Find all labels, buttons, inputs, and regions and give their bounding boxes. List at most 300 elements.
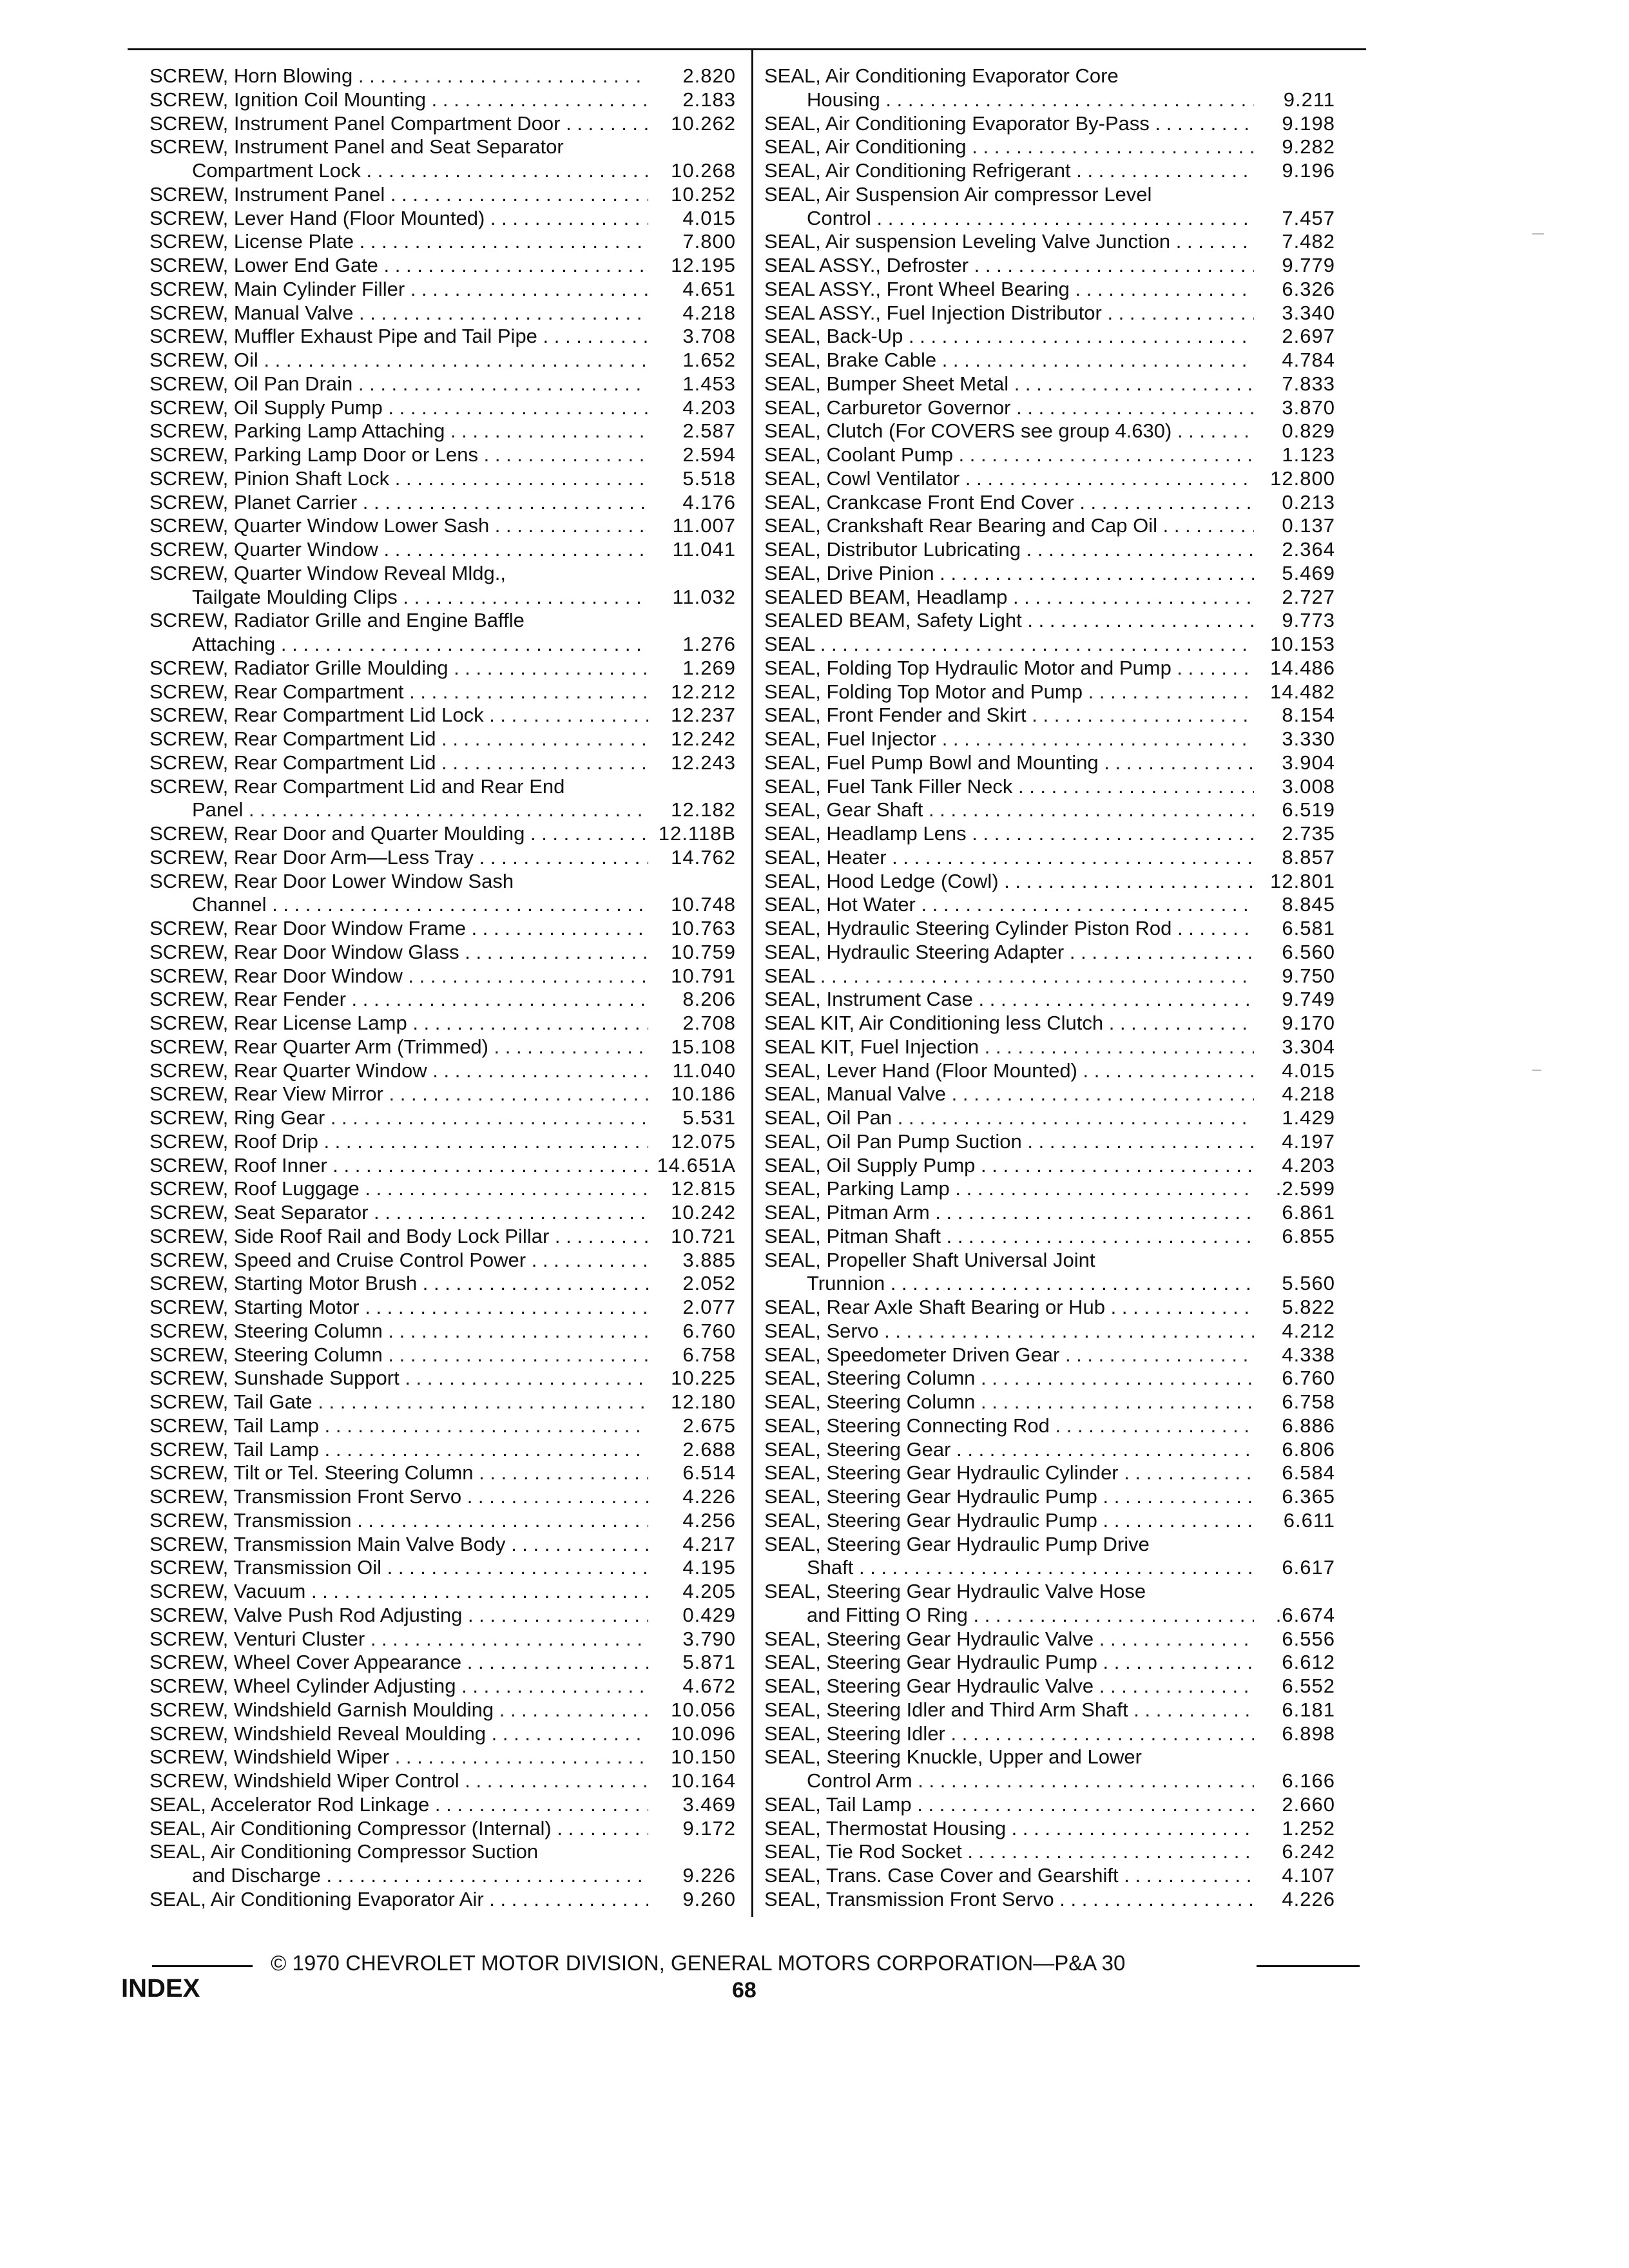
entry-name: SEAL, Steering Idler and Third Arm Shaft . . . xyxy=(764,1698,1254,1722)
entry-name: SCREW, Radiator Grille and Engine Baffle xyxy=(149,609,525,632)
entry-reference-number: .6.674 xyxy=(1275,1603,1335,1626)
entry-reference-number: 0.137 xyxy=(1282,514,1335,537)
entry-reference-number: 1.652 xyxy=(682,349,736,371)
index-entry xyxy=(764,1154,1335,1178)
index-entry xyxy=(764,917,1335,941)
entry-name: SCREW, Ignition Coil Mounting . . . xyxy=(149,88,648,112)
entry-name: SEAL, Oil Supply Pump . . . xyxy=(764,1154,1254,1178)
entry-name: SCREW, Rear Quarter Arm (Trimmed) . . . xyxy=(149,1035,648,1059)
entry-reference-number: 10.791 xyxy=(671,964,736,987)
entry-name: SCREW, Seat Separator . . . xyxy=(149,1201,648,1225)
index-entry xyxy=(149,349,736,372)
entry-name: SEAL, Servo . . . xyxy=(764,1320,1254,1343)
entry-name: SEAL, Steering Gear Hydraulic Cylinder . . . xyxy=(764,1461,1254,1485)
index-entry xyxy=(764,1296,1335,1320)
index-entry xyxy=(149,88,736,112)
entry-name: SEAL, Tie Rod Socket . . . xyxy=(764,1840,1254,1864)
index-entry xyxy=(149,609,736,633)
entry-name: SEAL, Cowl Ventilator . . . xyxy=(764,467,1254,491)
index-entry xyxy=(149,917,736,941)
entry-reference-number: 4.784 xyxy=(1282,349,1335,371)
entry-reference-number: 12.815 xyxy=(671,1177,736,1200)
entry-reference-number: 10.763 xyxy=(671,917,736,939)
entry-name: SCREW, Rear Door Window . . . xyxy=(149,965,648,988)
entry-name: SEAL ASSY., Fuel Injection Distributor . . . xyxy=(764,302,1254,325)
entry-reference-number: 9.779 xyxy=(1282,254,1335,276)
index-entry xyxy=(149,798,736,822)
entry-name: SCREW, Manual Valve . . . xyxy=(149,302,648,325)
entry-reference-number: 6.326 xyxy=(1282,277,1335,300)
entry-reference-number: 2.183 xyxy=(682,88,736,111)
entry-reference-number: 6.514 xyxy=(682,1461,736,1485)
entry-name: SEAL, Air Conditioning Compressor Suction xyxy=(149,1840,539,1863)
index-entry xyxy=(149,419,736,443)
entry-reference-number: 12.800 xyxy=(1270,466,1335,490)
index-entry xyxy=(149,1249,736,1273)
entry-name: SEAL, Coolant Pump . . . xyxy=(764,443,1254,467)
index-entry xyxy=(149,941,736,965)
entry-reference-number: 9.211 xyxy=(1283,88,1335,111)
entry-reference-number: 10.268 xyxy=(671,159,736,182)
entry-reference-number: 6.581 xyxy=(1282,917,1335,939)
entry-reference-number: 6.611 xyxy=(1283,1508,1335,1532)
entry-name: SEAL . . . xyxy=(764,633,1254,657)
index-entry xyxy=(149,1864,736,1888)
entry-name: SEAL, Trans. Case Cover and Gearshift . . . xyxy=(764,1864,1254,1888)
entry-name: SCREW, License Plate . . . xyxy=(149,230,648,254)
index-entry xyxy=(764,1343,1335,1367)
entry-reference-number: 12.075 xyxy=(671,1129,736,1153)
entry-reference-number: 2.727 xyxy=(1282,585,1335,608)
entry-name: SCREW, Windshield Garnish Moulding . . . xyxy=(149,1698,648,1722)
index-entry xyxy=(764,1769,1335,1793)
index-entry xyxy=(149,183,736,207)
index-entry xyxy=(764,1722,1335,1746)
index-entry xyxy=(149,1296,736,1320)
index-entry xyxy=(764,538,1335,562)
index-entry xyxy=(764,88,1335,112)
entry-name: SEAL, Steering Gear Hydraulic Pump . . . xyxy=(764,1651,1254,1675)
entry-name: SEAL, Steering Gear Hydraulic Pump . . . xyxy=(764,1509,1254,1533)
entry-name: SEAL ASSY., Defroster . . . xyxy=(764,254,1254,278)
entry-reference-number: 5.518 xyxy=(682,466,736,490)
index-entry xyxy=(764,372,1335,396)
entry-reference-number: 4.195 xyxy=(682,1556,736,1579)
entry-name: SEAL . . . xyxy=(764,965,1254,988)
entry-name: SCREW, Rear Door and Quarter Moulding . . . xyxy=(149,822,648,846)
index-entry xyxy=(149,822,736,846)
index-entry xyxy=(149,1177,736,1201)
index-entry xyxy=(149,1698,736,1722)
entry-reference-number: 6.806 xyxy=(1282,1437,1335,1461)
index-entry xyxy=(149,751,736,775)
entry-name: and Fitting O Ring . . . xyxy=(764,1604,1254,1628)
entry-name: SEAL, Steering Gear Hydraulic Valve Hose xyxy=(764,1580,1146,1602)
index-entry xyxy=(764,1675,1335,1698)
right-column xyxy=(764,64,1335,1912)
entry-reference-number: 4.205 xyxy=(682,1580,736,1602)
index-entry xyxy=(149,870,736,894)
entry-reference-number: 1.429 xyxy=(1282,1106,1335,1129)
index-entry xyxy=(764,1888,1335,1912)
entry-name: SCREW, Transmission Front Servo . . . xyxy=(149,1485,648,1509)
entry-name: Channel . . . xyxy=(149,893,648,917)
entry-name: SCREW, Rear Compartment Lid Lock . . . xyxy=(149,704,648,727)
index-entry xyxy=(149,1556,736,1580)
entry-name: SEAL, Clutch (For COVERS see group 4.630) . . . xyxy=(764,419,1254,443)
index-entry xyxy=(149,846,736,870)
entry-name: SEAL, Air Conditioning . . . xyxy=(764,135,1254,159)
entry-reference-number: 4.107 xyxy=(1282,1864,1335,1887)
entry-name: SEAL KIT, Air Conditioning less Clutch . . . xyxy=(764,1012,1254,1035)
index-entry xyxy=(149,278,736,302)
index-entry xyxy=(149,325,736,349)
index-entry xyxy=(149,302,736,325)
entry-reference-number: 3.904 xyxy=(1282,751,1335,774)
entry-name: SCREW, Vacuum . . . xyxy=(149,1580,648,1604)
index-entry xyxy=(764,1225,1335,1249)
index-entry xyxy=(764,325,1335,349)
entry-name: SEAL, Air Conditioning Refrigerant . . . xyxy=(764,159,1254,183)
entry-reference-number: 10.721 xyxy=(671,1224,736,1247)
index-entry xyxy=(764,870,1335,894)
entry-reference-number: 3.340 xyxy=(1282,301,1335,324)
entry-name: SCREW, Instrument Panel . . . xyxy=(149,183,648,207)
entry-reference-number: 12.801 xyxy=(1270,869,1335,892)
entry-reference-number: 0.429 xyxy=(682,1603,736,1626)
entry-name: SEALED BEAM, Safety Light . . . xyxy=(764,609,1254,633)
entry-name: SCREW, Transmission . . . xyxy=(149,1509,648,1533)
entry-reference-number: 12.182 xyxy=(671,798,736,822)
entry-reference-number: 12.118B xyxy=(658,822,736,845)
entry-name: SEAL, Tail Lamp . . . xyxy=(764,1793,1254,1817)
entry-reference-number: 7.800 xyxy=(682,230,736,253)
index-entry xyxy=(149,1367,736,1390)
index-entry xyxy=(149,538,736,562)
entry-name: SEAL, Thermostat Housing . . . xyxy=(764,1817,1254,1841)
entry-name: SEAL ASSY., Front Wheel Bearing . . . xyxy=(764,278,1254,302)
index-entry xyxy=(149,1059,736,1083)
index-entry xyxy=(764,1580,1335,1604)
entry-name: SEAL, Hydraulic Steering Adapter . . . xyxy=(764,941,1254,965)
index-entry xyxy=(764,775,1335,799)
index-entry xyxy=(764,419,1335,443)
index-entry xyxy=(149,254,736,278)
entry-reference-number: 3.469 xyxy=(682,1792,736,1816)
index-entry xyxy=(764,443,1335,467)
entry-name: SEAL, Front Fender and Skirt . . . xyxy=(764,704,1254,727)
index-entry xyxy=(764,1745,1335,1769)
entry-reference-number: 4.226 xyxy=(1282,1887,1335,1910)
index-entry xyxy=(764,846,1335,870)
entry-name: SEAL, Manual Valve . . . xyxy=(764,1082,1254,1106)
index-entry xyxy=(149,1035,736,1059)
index-entry xyxy=(149,1604,736,1628)
index-entry xyxy=(149,1438,736,1462)
index-entry xyxy=(764,562,1335,586)
index-entry xyxy=(149,1225,736,1249)
entry-reference-number: 1.269 xyxy=(682,656,736,679)
index-entry xyxy=(149,1888,736,1912)
entry-reference-number: 12.237 xyxy=(671,704,736,727)
entry-reference-number: 5.469 xyxy=(1282,561,1335,584)
index-entry xyxy=(149,1509,736,1533)
index-entry xyxy=(764,1320,1335,1343)
entry-name: SEAL, Steering Gear Hydraulic Valve . . . xyxy=(764,1675,1254,1698)
entry-name: SEAL, Steering Gear Hydraulic Pump . . . xyxy=(764,1485,1254,1509)
entry-reference-number: 2.660 xyxy=(1282,1792,1335,1816)
entry-reference-number: 4.218 xyxy=(1282,1082,1335,1106)
entry-name: SCREW, Speed and Cruise Control Power . . . xyxy=(149,1249,648,1273)
index-entry xyxy=(149,1201,736,1225)
entry-name: SEAL, Folding Top Hydraulic Motor and Pump . . . xyxy=(764,657,1254,680)
entry-name: SEAL, Bumper Sheet Metal . . . xyxy=(764,372,1254,396)
entry-reference-number: 10.056 xyxy=(671,1698,736,1721)
entry-reference-number: 14.486 xyxy=(1270,656,1335,679)
entry-reference-number: 3.870 xyxy=(1282,396,1335,419)
entry-reference-number: 6.519 xyxy=(1282,798,1335,822)
index-entry xyxy=(149,1769,736,1793)
index-entry xyxy=(149,207,736,231)
entry-reference-number: 2.594 xyxy=(682,443,736,466)
entry-reference-number: 4.197 xyxy=(1282,1129,1335,1153)
entry-reference-number: 4.212 xyxy=(1282,1319,1335,1342)
entry-name: SCREW, Starting Motor Brush . . . xyxy=(149,1272,648,1296)
index-entry xyxy=(764,514,1335,538)
index-entry xyxy=(149,1012,736,1035)
entry-name: SEALED BEAM, Headlamp . . . xyxy=(764,586,1254,610)
index-entry xyxy=(149,1651,736,1675)
footer-rule-left xyxy=(152,1965,253,1967)
entry-reference-number: 12.243 xyxy=(671,751,736,774)
entry-name: SCREW, Starting Motor . . . xyxy=(149,1296,648,1320)
entry-reference-number: 4.256 xyxy=(682,1508,736,1532)
top-rule xyxy=(128,48,1366,50)
entry-name: SCREW, Quarter Window Lower Sash . . . xyxy=(149,514,648,538)
entry-reference-number: 4.203 xyxy=(1282,1153,1335,1177)
index-entry xyxy=(149,1840,736,1864)
entry-name: SCREW, Venturi Cluster . . . xyxy=(149,1628,648,1651)
index-entry xyxy=(149,586,736,610)
entry-name: Attaching . . . xyxy=(149,633,648,657)
index-entry xyxy=(764,1509,1335,1533)
entry-name: SCREW, Sunshade Support . . . xyxy=(149,1367,648,1390)
entry-reference-number: 7.457 xyxy=(1282,206,1335,229)
entry-reference-number: 4.672 xyxy=(682,1675,736,1697)
entry-name: SCREW, Parking Lamp Attaching . . . xyxy=(149,419,648,443)
entry-reference-number: .2.599 xyxy=(1275,1177,1335,1200)
entry-name: SCREW, Instrument Panel Compartment Door . . . xyxy=(149,112,648,136)
entry-reference-number: 4.338 xyxy=(1282,1343,1335,1366)
entry-name: SCREW, Rear Door Window Glass . . . xyxy=(149,941,648,965)
entry-reference-number: 15.108 xyxy=(671,1035,736,1058)
entry-reference-number: 9.750 xyxy=(1282,964,1335,987)
index-entry xyxy=(764,1604,1335,1628)
entry-reference-number: 2.820 xyxy=(682,64,736,87)
index-entry xyxy=(149,1390,736,1414)
index-entry xyxy=(149,1461,736,1485)
entry-reference-number: 5.560 xyxy=(1282,1272,1335,1295)
index-entry xyxy=(149,657,736,680)
index-entry xyxy=(764,1698,1335,1722)
index-entry xyxy=(149,1414,736,1438)
entry-reference-number: 5.871 xyxy=(682,1651,736,1674)
entry-name: SEAL, Steering Connecting Rod . . . xyxy=(764,1414,1254,1438)
entry-reference-number: 8.857 xyxy=(1282,845,1335,869)
entry-reference-number: 10.164 xyxy=(671,1769,736,1792)
entry-reference-number: 2.708 xyxy=(682,1012,736,1034)
index-entry xyxy=(764,491,1335,515)
index-entry xyxy=(149,112,736,136)
index-entry xyxy=(764,1012,1335,1035)
entry-reference-number: 6.886 xyxy=(1282,1414,1335,1437)
entry-name: Panel . . . xyxy=(149,798,648,822)
entry-reference-number: 12.212 xyxy=(671,680,736,703)
entry-name: SCREW, Quarter Window Reveal Mldg., xyxy=(149,561,506,584)
entry-name: SEAL, Air Conditioning Evaporator Core xyxy=(764,64,1119,87)
entry-name: Control Arm . . . xyxy=(764,1769,1254,1793)
entry-reference-number: 10.150 xyxy=(671,1745,736,1769)
index-entry xyxy=(149,727,736,751)
index-entry xyxy=(764,467,1335,491)
entry-name: Control . . . xyxy=(764,207,1254,231)
entry-reference-number: 10.748 xyxy=(671,893,736,916)
entry-reference-number: 2.364 xyxy=(1282,538,1335,561)
entry-name: SCREW, Valve Push Rod Adjusting . . . xyxy=(149,1604,648,1628)
index-entry xyxy=(149,514,736,538)
index-entry xyxy=(149,775,736,799)
entry-name: SEAL, Pitman Shaft . . . xyxy=(764,1225,1254,1249)
page-number: 68 xyxy=(732,1978,757,2003)
entry-reference-number: 14.651A xyxy=(657,1153,736,1177)
entry-reference-number: 7.833 xyxy=(1282,372,1335,395)
entry-name: SEAL KIT, Fuel Injection . . . xyxy=(764,1035,1254,1059)
entry-reference-number: 4.218 xyxy=(682,301,736,324)
entry-name: SCREW, Main Cylinder Filler . . . xyxy=(149,278,648,302)
index-entry xyxy=(149,230,736,254)
index-entry xyxy=(764,159,1335,183)
entry-name: SCREW, Rear Compartment Lid . . . xyxy=(149,751,648,775)
entry-name: SEAL, Air Suspension Air compressor Level xyxy=(764,182,1152,206)
entry-name: SEAL, Fuel Pump Bowl and Mounting . . . xyxy=(764,751,1254,775)
entry-name: SCREW, Planet Carrier . . . xyxy=(149,491,648,515)
entry-name: SEAL, Oil Pan Pump Suction . . . xyxy=(764,1130,1254,1154)
index-entry xyxy=(149,893,736,917)
index-entry xyxy=(149,372,736,396)
entry-name: SEAL, Folding Top Motor and Pump . . . xyxy=(764,680,1254,704)
index-entry xyxy=(764,396,1335,420)
index-entry xyxy=(764,254,1335,278)
entry-reference-number: 1.252 xyxy=(1282,1816,1335,1840)
entry-name: and Discharge . . . xyxy=(149,1864,648,1888)
index-entry xyxy=(764,1201,1335,1225)
index-entry xyxy=(764,302,1335,325)
entry-name: Housing . . . xyxy=(764,88,1254,112)
entry-reference-number: 6.166 xyxy=(1282,1769,1335,1792)
entry-reference-number: 10.262 xyxy=(671,111,736,135)
entry-reference-number: 6.552 xyxy=(1282,1675,1335,1697)
entry-name: SCREW, Roof Drip . . . xyxy=(149,1130,648,1154)
entry-name: SCREW, Tail Lamp . . . xyxy=(149,1438,648,1462)
entry-name: SEAL, Heater . . . xyxy=(764,846,1254,870)
entry-name: SEAL, Drive Pinion . . . xyxy=(764,562,1254,586)
entry-name: SCREW, Rear Door Arm—Less Tray . . . xyxy=(149,846,648,870)
entry-reference-number: 8.206 xyxy=(682,988,736,1011)
entry-reference-number: 9.198 xyxy=(1282,111,1335,135)
entry-name: SEAL, Steering Gear Hydraulic Pump Drive xyxy=(764,1532,1150,1555)
entry-reference-number: 12.180 xyxy=(671,1390,736,1413)
index-entry xyxy=(764,1817,1335,1841)
index-entry xyxy=(149,704,736,727)
entry-name: SCREW, Rear View Mirror . . . xyxy=(149,1082,648,1106)
entry-reference-number: 6.612 xyxy=(1282,1651,1335,1674)
entry-name: SEAL, Air Conditioning Evaporator By-Pass . . . xyxy=(764,112,1254,136)
entry-name: SCREW, Ring Gear . . . xyxy=(149,1106,648,1130)
entry-name: SEAL, Brake Cable . . . xyxy=(764,349,1254,372)
entry-reference-number: 0.213 xyxy=(1282,490,1335,514)
entry-reference-number: 4.176 xyxy=(682,490,736,514)
entry-name: SEAL, Lever Hand (Floor Mounted) . . . xyxy=(764,1059,1254,1083)
entry-name: Shaft . . . xyxy=(764,1556,1254,1580)
index-entry xyxy=(764,1106,1335,1130)
entry-name: SEAL, Hot Water . . . xyxy=(764,893,1254,917)
entry-name: SCREW, Steering Column . . . xyxy=(149,1343,648,1367)
entry-reference-number: 3.330 xyxy=(1282,727,1335,750)
index-entry xyxy=(764,633,1335,657)
entry-reference-number: 10.242 xyxy=(671,1201,736,1224)
entry-name: SEAL, Headlamp Lens . . . xyxy=(764,822,1254,846)
entry-reference-number: 6.617 xyxy=(1282,1556,1335,1579)
index-entry xyxy=(764,64,1335,88)
entry-reference-number: 3.885 xyxy=(682,1248,736,1271)
entry-name: SCREW, Tail Gate . . . xyxy=(149,1390,648,1414)
entry-reference-number: 10.096 xyxy=(671,1722,736,1745)
entry-reference-number: 3.790 xyxy=(682,1627,736,1650)
index-entry xyxy=(149,64,736,88)
entry-reference-number: 6.758 xyxy=(682,1343,736,1366)
index-entry xyxy=(764,1533,1335,1557)
entry-reference-number: 4.226 xyxy=(682,1485,736,1508)
entry-name: SEAL, Transmission Front Servo . . . xyxy=(764,1888,1254,1912)
index-entry xyxy=(149,467,736,491)
index-entry xyxy=(764,1390,1335,1414)
index-entry xyxy=(764,1130,1335,1154)
entry-name: SCREW, Rear Door Window Frame . . . xyxy=(149,917,648,941)
entry-name: SEAL, Hood Ledge (Cowl) . . . xyxy=(764,870,1254,894)
entry-reference-number: 8.154 xyxy=(1282,704,1335,727)
entry-name: SEAL, Gear Shaft . . . xyxy=(764,798,1254,822)
entry-name: SCREW, Rear Compartment Lid . . . xyxy=(149,727,648,751)
entry-reference-number: 6.855 xyxy=(1282,1224,1335,1247)
entry-reference-number: 10.153 xyxy=(1270,633,1335,655)
entry-name: SEAL, Oil Pan . . . xyxy=(764,1106,1254,1130)
entry-name: SCREW, Roof Inner . . . xyxy=(149,1154,648,1178)
margin-mark xyxy=(1532,233,1544,235)
index-entry xyxy=(149,1580,736,1604)
index-entry xyxy=(764,1864,1335,1888)
index-entry xyxy=(764,1651,1335,1675)
entry-reference-number: 9.773 xyxy=(1282,609,1335,632)
index-entry xyxy=(764,988,1335,1012)
entry-reference-number: 14.762 xyxy=(671,845,736,869)
entry-reference-number: 6.758 xyxy=(1282,1390,1335,1413)
entry-reference-number: 11.007 xyxy=(672,514,736,537)
entry-reference-number: 3.708 xyxy=(682,325,736,348)
index-entry xyxy=(149,1082,736,1106)
index-entry xyxy=(764,822,1335,846)
entry-reference-number: 4.203 xyxy=(682,396,736,419)
entry-name: Compartment Lock . . . xyxy=(149,159,648,183)
